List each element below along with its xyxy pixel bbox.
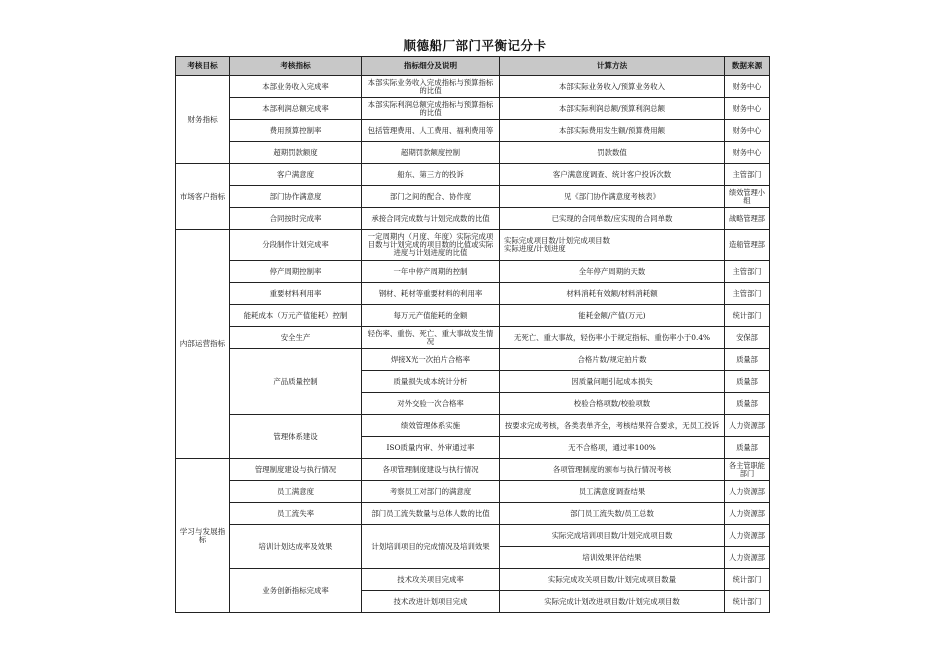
method-cell: 因质量问题引起成本损失 bbox=[500, 371, 725, 393]
metric-cell: 培训计划达成率及效果 bbox=[230, 525, 362, 569]
source-cell: 人力资源部 bbox=[725, 547, 770, 569]
detail-cell: 部门员工流失数量与总体人数的比值 bbox=[362, 503, 500, 525]
page-title: 顺德船厂部门平衡记分卡 bbox=[403, 38, 547, 53]
header-row bbox=[176, 57, 770, 76]
metric-cell: 客户满意度 bbox=[230, 164, 362, 186]
source-cell: 统计部门 bbox=[725, 591, 770, 613]
metric-cell: 管理制度建设与执行情况 bbox=[230, 459, 362, 481]
metric-cell: 能耗成本（万元产值能耗）控制 bbox=[230, 305, 362, 327]
detail-cell: 一年中停产周期的控制 bbox=[362, 261, 500, 283]
method-cell: 材料消耗有效额/材料消耗额 bbox=[500, 283, 725, 305]
method-cell: 各项管理制度的颁布与执行情况考核 bbox=[500, 459, 725, 481]
table-row bbox=[176, 327, 770, 349]
metric-cell: 管理体系建设 bbox=[230, 415, 362, 459]
source-cell: 质量部 bbox=[725, 349, 770, 371]
header-detail: 指标细分及说明 bbox=[362, 57, 500, 76]
metric-cell: 本部业务收入完成率 bbox=[230, 76, 362, 98]
table-row bbox=[176, 569, 770, 591]
method-cell: 无死亡、重大事故，轻伤率小于规定指标、重伤率小于0.4% bbox=[500, 327, 725, 349]
detail-cell: 考察员工对部门的满意度 bbox=[362, 481, 500, 503]
source-cell: 各主管职能部门 bbox=[725, 459, 770, 481]
category-learning: 学习与发展指标 bbox=[176, 459, 230, 613]
detail-cell: 对外交验一次合格率 bbox=[362, 393, 500, 415]
source-cell: 财务中心 bbox=[725, 120, 770, 142]
detail-cell: 质量损失成本统计分析 bbox=[362, 371, 500, 393]
metric-cell: 部门协作满意度 bbox=[230, 186, 362, 208]
method-cell: 已实现的合同单数/应实现的合同单数 bbox=[500, 208, 725, 230]
header-source: 数据来源 bbox=[725, 57, 770, 76]
metric-cell: 产品质量控制 bbox=[230, 349, 362, 415]
table-row bbox=[176, 283, 770, 305]
table-row bbox=[176, 415, 770, 437]
source-cell: 统计部门 bbox=[725, 569, 770, 591]
source-cell: 主管部门 bbox=[725, 261, 770, 283]
table-row bbox=[176, 525, 770, 547]
metric-cell: 员工满意度 bbox=[230, 481, 362, 503]
source-cell: 战略管理部 bbox=[725, 208, 770, 230]
detail-cell: 超期罚款额度控制 bbox=[362, 142, 500, 164]
detail-cell: 绩效管理体系实施 bbox=[362, 415, 500, 437]
table-row bbox=[176, 305, 770, 327]
method-cell: 罚款数值 bbox=[500, 142, 725, 164]
detail-cell: 本部实际利润总额完成指标与预算指标的比值 bbox=[362, 98, 500, 120]
header-metric: 考核指标 bbox=[230, 57, 362, 76]
method-cell: 校验合格项数/校验项数 bbox=[500, 393, 725, 415]
method-cell: 实际完成项目数/计划完成项目数 实际进度/计划进度 bbox=[500, 230, 725, 261]
source-cell: 质量部 bbox=[725, 371, 770, 393]
method-cell: 实际完成攻关项目数/计划完成项目数量 bbox=[500, 569, 725, 591]
detail-cell: 焊接X光一次拍片合格率 bbox=[362, 349, 500, 371]
table-row bbox=[176, 349, 770, 371]
method-cell: 培训效果评估结果 bbox=[500, 547, 725, 569]
table-row bbox=[176, 459, 770, 481]
detail-cell: 一定周期内（月度、年度）实际完成项目数与计划完成的项目数的比值或实际进度与计划进度的比值 bbox=[362, 230, 500, 261]
table-row bbox=[176, 481, 770, 503]
source-cell: 质量部 bbox=[725, 437, 770, 459]
method-cell: 实际完成培训项目数/计划完成项目数 bbox=[500, 525, 725, 547]
method-cell: 合格片数/规定拍片数 bbox=[500, 349, 725, 371]
scorecard-table bbox=[175, 56, 770, 613]
metric-cell: 本部利润总额完成率 bbox=[230, 98, 362, 120]
category-market: 市场客户指标 bbox=[176, 164, 230, 230]
detail-cell: 各项管理制度建设与执行情况 bbox=[362, 459, 500, 481]
header-goal: 考核目标 bbox=[176, 57, 230, 76]
detail-cell: 本部实际业务收入完成指标与预算指标的比值 bbox=[362, 76, 500, 98]
source-cell: 绩效管理小组 bbox=[725, 186, 770, 208]
source-cell: 安保部 bbox=[725, 327, 770, 349]
table-row bbox=[176, 208, 770, 230]
method-cell: 本部实际利润总额/预算利润总额 bbox=[500, 98, 725, 120]
source-cell: 统计部门 bbox=[725, 305, 770, 327]
source-cell: 主管部门 bbox=[725, 164, 770, 186]
table-row bbox=[176, 76, 770, 98]
metric-cell: 员工流失率 bbox=[230, 503, 362, 525]
table-row bbox=[176, 261, 770, 283]
detail-cell: 计划培训项目的完成情况及培训效果 bbox=[362, 525, 500, 569]
table-row bbox=[176, 164, 770, 186]
source-cell: 人力资源部 bbox=[725, 503, 770, 525]
table-row bbox=[176, 503, 770, 525]
metric-cell: 重要材料利用率 bbox=[230, 283, 362, 305]
table-row bbox=[176, 98, 770, 120]
metric-cell: 合同按时完成率 bbox=[230, 208, 362, 230]
category-finance: 财务指标 bbox=[176, 76, 230, 164]
metric-cell: 费用预算控制率 bbox=[230, 120, 362, 142]
detail-cell: ISO质量内审、外审通过率 bbox=[362, 437, 500, 459]
source-cell: 质量部 bbox=[725, 393, 770, 415]
source-cell: 财务中心 bbox=[725, 98, 770, 120]
source-cell: 造船管理部 bbox=[725, 230, 770, 261]
source-cell: 人力资源部 bbox=[725, 481, 770, 503]
detail-cell: 技术攻关项目完成率 bbox=[362, 569, 500, 591]
method-cell: 客户满意度调查、统计客户投诉次数 bbox=[500, 164, 725, 186]
method-cell: 按要求完成考核，各类表单齐全，考核结果符合要求，无员工投诉 bbox=[500, 415, 725, 437]
table-row bbox=[176, 230, 770, 261]
source-cell: 人力资源部 bbox=[725, 415, 770, 437]
detail-cell: 钢材、耗材等重要材料的利用率 bbox=[362, 283, 500, 305]
detail-cell: 承接合同完成数与计划完成数的比值 bbox=[362, 208, 500, 230]
method-cell: 见《部门协作满意度考核表》 bbox=[500, 186, 725, 208]
detail-cell: 部门之间的配合、协作度 bbox=[362, 186, 500, 208]
category-internal: 内部运营指标 bbox=[176, 230, 230, 459]
detail-cell: 每万元产值能耗的金额 bbox=[362, 305, 500, 327]
metric-cell: 停产周期控制率 bbox=[230, 261, 362, 283]
metric-cell: 超期罚款额度 bbox=[230, 142, 362, 164]
detail-cell: 技术改进计划项目完成 bbox=[362, 591, 500, 613]
method-cell: 本部实际业务收入/预算业务收入 bbox=[500, 76, 725, 98]
metric-cell: 安全生产 bbox=[230, 327, 362, 349]
method-cell: 员工满意度调查结果 bbox=[500, 481, 725, 503]
header-method: 计算方法 bbox=[500, 57, 725, 76]
method-cell: 全年停产周期的天数 bbox=[500, 261, 725, 283]
metric-cell: 分段制作计划完成率 bbox=[230, 230, 362, 261]
table-row bbox=[176, 120, 770, 142]
method-cell: 能耗金额/产值(万元) bbox=[500, 305, 725, 327]
method-cell: 部门员工流失数/员工总数 bbox=[500, 503, 725, 525]
metric-cell: 业务创新指标完成率 bbox=[230, 569, 362, 613]
source-cell: 财务中心 bbox=[725, 76, 770, 98]
detail-cell: 轻伤率、重伤、死亡、重大事故发生情况 bbox=[362, 327, 500, 349]
table-row bbox=[176, 142, 770, 164]
source-cell: 人力资源部 bbox=[725, 525, 770, 547]
detail-cell: 船东、第三方的投诉 bbox=[362, 164, 500, 186]
table-row bbox=[176, 186, 770, 208]
method-cell: 无不合格项，通过率100% bbox=[500, 437, 725, 459]
source-cell: 主管部门 bbox=[725, 283, 770, 305]
detail-cell: 包括管理费用、人工费用、福利费用等 bbox=[362, 120, 500, 142]
source-cell: 财务中心 bbox=[725, 142, 770, 164]
method-cell: 实际完成计划改进项目数/计划完成项目数 bbox=[500, 591, 725, 613]
method-cell: 本部实际费用发生额/预算费用额 bbox=[500, 120, 725, 142]
